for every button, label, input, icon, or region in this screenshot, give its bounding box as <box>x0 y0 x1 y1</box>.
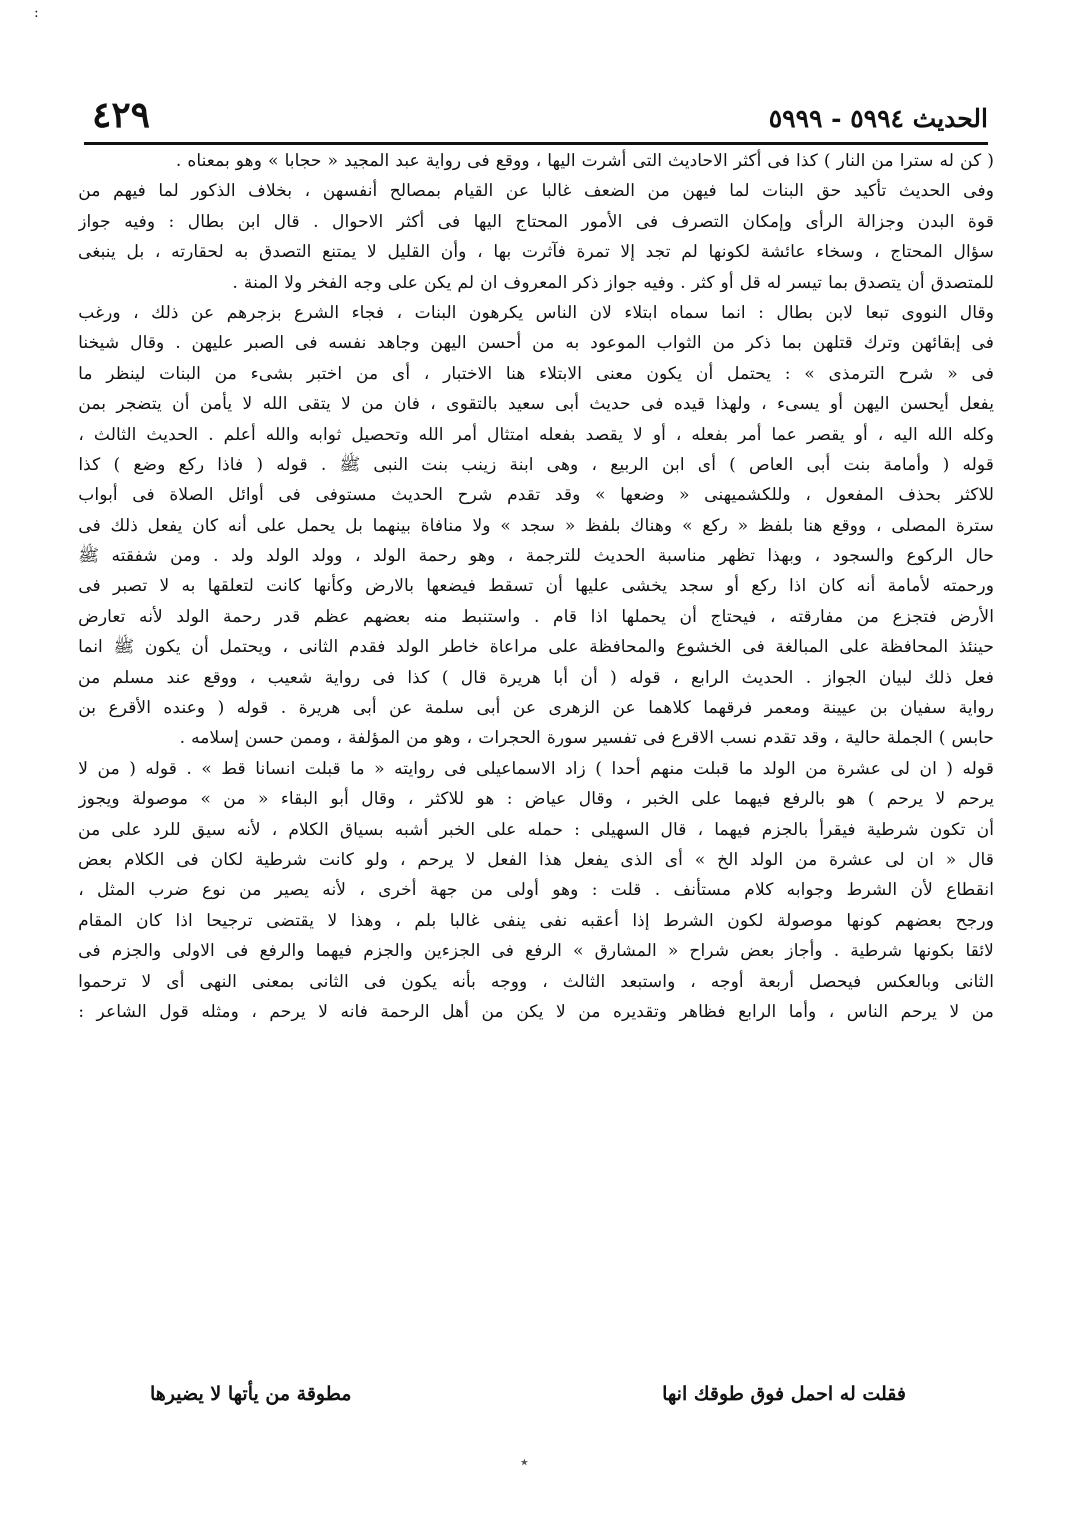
commentary-text <box>78 146 994 1027</box>
text-line: سؤال المحتاج ، وسخاء عائشة لكونها لم تجد إلا تمرة فآثرت بها ، وأن القليل لا يمتنع التصدق به لحقارته ، بل ينبغى <box>78 242 994 263</box>
poetry-verse <box>150 1383 906 1405</box>
page-header <box>84 92 988 145</box>
text-line: ( كن له سترا من النار ) كذا فى أكثر الاحاديث التى أشرت اليها ، ووقع فى رواية عبد المجيد « حجابا » وهو بمعناه . <box>175 151 994 171</box>
text-line: وكله الله اليه ، أو يقصر عما أمر بفعله ، أو لا يقصد بفعله امتثال أمر الله وتحصيل ثوابه والله أعلم . الحديث الثالث ، <box>78 424 994 445</box>
text-line: قوة البدن وجزالة الرأى وإمكان التصرف فى الأمور المحتاج اليها فى أكثر الاحوال . قال ابن بطال : وفيه جواز <box>78 211 994 232</box>
text-line: ورجح بعضهم كونها موصولة لكون الشرط إذا أعقبه نفى ينفى غالبا بلم ، وهذا لا يقتضى ترجيحا اذا كان المقام <box>78 910 994 931</box>
text-line: فى « شرح الترمذى » : يحتمل أن يكون معنى الابتلاء هنا الاختبار ، أى من اختبر بشىء من البنات لينظر ما <box>78 363 994 384</box>
text-line: للاكثر بحذف المفعول ، وللكشميهنى « وضعها » وقد تقدم شرح الحديث مستوفى فى أوائل الصلاة فى أبواب <box>78 485 994 506</box>
text-line: وفى الحديث تأكيد حق البنات لما فيهن من الضعف غالبا عن القيام بمصالح أنفسهن ، بخلاف الذكور لما فيهم من <box>78 181 994 202</box>
text-line: الأرض فتجزع من مفارقته ، فيحتاج أن يحملها اذا قام . واستنبط منه بعضهم عظم قدر رحمة الولد لأنه تعارض <box>78 606 994 627</box>
corner-mark: : <box>34 5 39 21</box>
text-line: انقطاع لأن الشرط وجوابه كلام مستأنف . قلت : وهو أولى من جهة أخرى ، لأنه يصير من نوع ضرب المثل ، <box>78 880 994 901</box>
text-line: رواية سفيان بن عيينة ومعمر فرقهما كلاهما عن الزهرى عن أبى سلمة عن أبى هريرة . قوله ( وعنده الأقرع بن <box>78 698 994 719</box>
text-line: حال الركوع والسجود ، وبهذا تظهر مناسبة الحديث للترجمة ، وهو رحمة الولد ، وولد الولد ولد . ومن شفقته ﷺ <box>78 546 994 567</box>
text-line: أن تكون شرطية فيقرأ بالجزم فيهما ، قال السهيلى : حمله على الخبر أشبه بسياق الكلام ، لأنه سيق للرد على من <box>78 819 994 840</box>
text-line: الثانى وبالعكس فيحصل أربعة أوجه ، واستبعد الثالث ، ووجه بأنه يكون فى الثانى بمعنى النهى أى لا ترحموا <box>78 971 994 992</box>
text-line: حينئذ المحافظة على المبالغة فى الخشوع والمحافظة على مراعاة خاطر الولد فقدم الثانى ، ويحتمل أن يكون ﷺ انما <box>78 637 994 658</box>
verse-first-half: فقلت له احمل فوق طوقك انها <box>662 1383 906 1405</box>
text-line: للمتصدق أن يتصدق بما تيسر له قل أو كثر . وفيه جواز ذكر المعروف ان لم يكن على وجه الفخر ولا المنة . <box>232 272 994 293</box>
text-line: من لا يرحم الناس ، وأما الرابع فظاهر وتقديره من لا يكن من أهل الرحمة فانه لا يرحم ، ومثله قول الشاعر : <box>78 1001 994 1022</box>
text-line: لائقا بكونها شرطية . وأجاز بعض شراح « المشارق » الرفع فى الجزءين والجزم فيهما والرفع فى الاولى والجزم فى <box>78 941 994 962</box>
footer-mark: ٭ <box>520 1452 529 1471</box>
text-line: يرحم لا يرحم ) هو بالرفع فيهما على الخبر ، وقال عياض : هو للاكثر ، وقال أبو البقاء « من » موصولة ويجوز <box>78 789 994 810</box>
text-line: سترة المصلى ، ووقع هنا بلفظ « ركع » وهناك بلفظ « سجد » ولا منافاة بينهما بل يحمل على أنه كان يفعل ذلك فى <box>78 515 994 536</box>
text-line: قال « ان لى عشرة من الولد الخ » أى الذى يفعل هذا الفعل لا يرحم ، ولو كانت شرطية لكان فى الكلام بعض <box>78 849 994 870</box>
text-line: قوله ( ان لى عشرة من الولد ما قبلت منهم أحدا ) زاد الاسماعيلى فى روايته « ما قبلت انسانا قط » . قوله ( من لا <box>78 758 994 779</box>
verse-second-half: مطوقة من يأتها لا يضيرها <box>150 1383 352 1405</box>
text-line: فى إبقائهن وترك قتلهن بما ذكر من الثواب الموعود به من أحسن اليهن وجاهد نفسه فى الصبر عليهن . وقال شيخنا <box>78 333 994 354</box>
running-title: الحديث ٥٩٩٤ - ٥٩٩٩ <box>768 104 988 133</box>
text-line: ورحمته لأمامة أنه كان اذا ركع أو سجد يخشى عليها أن تسقط فيضعها بالارض وكأنها كانت لتعلقها به لا تصبر فى <box>78 576 994 597</box>
text-line: قوله ( وأمامة بنت أبى العاص ) أى ابن الربيع ، وهى ابنة زينب بنت النبى ﷺ . قوله ( فاذا ركع وضع ) كذا <box>78 454 994 475</box>
page-number: ٤٢٩ <box>92 94 151 136</box>
text-line: حابس ) الجملة حالية ، وقد تقدم نسب الاقرع فى تفسير سورة الحجرات ، وهو من المؤلفة ، وممن حسن إسلامه . <box>179 728 994 749</box>
text-line: وقال النووى تبعا لابن بطال : انما سماه ابتلاء لان الناس يكرهون البنات ، فجاء الشرع بزجرهم عن ذلك ، ورغب <box>78 302 994 323</box>
text-line: فعل ذلك لبيان الجواز . الحديث الرابع ، قوله ( أن أبا هريرة قال ) كذا فى رواية شعيب ، ووقع عند مسلم من <box>78 667 994 688</box>
text-line: يفعل أيحسن اليهن أو يسىء ، ولهذا قيده فى حديث أبى سعيد بالتقوى ، فان من لا يتقى الله لا يأمن أن يتضجر بمن <box>78 394 994 415</box>
